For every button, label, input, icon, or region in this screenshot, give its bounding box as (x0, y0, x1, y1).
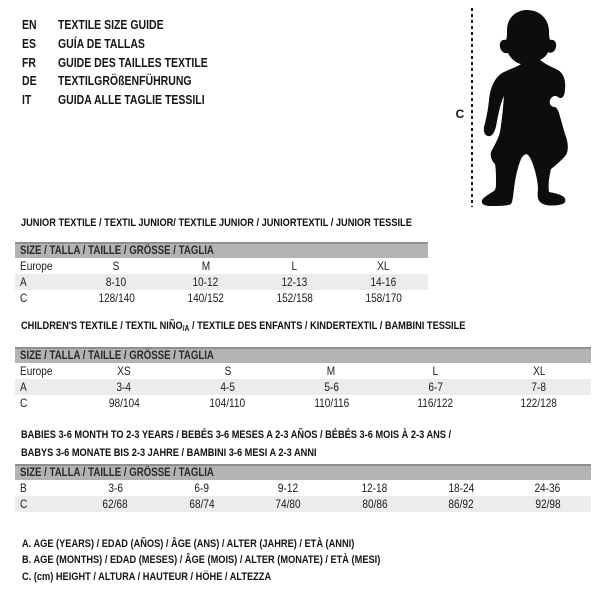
lang-code-text: FR (22, 55, 37, 70)
cell-value-text: 68/74 (189, 497, 215, 511)
title-subscript: /A (182, 324, 190, 333)
cell-value-text: XL (377, 259, 390, 273)
row-label-text: C (20, 396, 28, 410)
cell-value-text: 12-13 (281, 275, 308, 289)
size-header-text: SIZE / TALLA / TAILLE / GRÖSSE / TAGLIA (20, 350, 214, 362)
title-part: CHILDREN'S TEXTILE / TEXTIL NIÑO (21, 320, 183, 332)
size-header-band (15, 464, 591, 480)
cell-value-text: 18-24 (448, 481, 475, 495)
baby-silhouette-path (482, 10, 568, 206)
lang-row-en (22, 16, 236, 35)
cell-value (72, 291, 161, 305)
cell-value-text: 3-6 (107, 481, 123, 495)
lang-code-text: EN (22, 18, 37, 33)
lang-code (22, 56, 58, 70)
row-label (15, 497, 72, 511)
children-size-table (15, 347, 591, 411)
cell-value (339, 291, 428, 305)
lang-label (58, 18, 184, 32)
size-header-text: SIZE / TALLA / TAILLE / GRÖSSE / TAGLIA (20, 245, 214, 257)
row-label-text: Europe (20, 364, 53, 378)
cell-value (245, 497, 332, 511)
cell-value (332, 497, 419, 511)
cell-value (72, 481, 159, 495)
cell-value-text: 128/140 (98, 291, 135, 305)
cell-value-text: 74/80 (275, 497, 301, 511)
cell-value (72, 275, 161, 289)
lang-code (22, 74, 58, 88)
cell-value (487, 396, 591, 410)
cell-value (176, 396, 280, 410)
babies-table-rows (15, 480, 591, 512)
babies-title-line1 (21, 427, 533, 445)
row-label (15, 275, 72, 289)
lang-code (22, 37, 58, 51)
lang-code-text: ES (22, 37, 37, 52)
babies-table-title (21, 427, 533, 462)
cell-value-text: 12-18 (361, 481, 388, 495)
cell-value-text: 8-10 (106, 275, 127, 289)
cell-value-text: S (224, 364, 232, 378)
legend (22, 536, 449, 585)
lang-label-text: TEXTILGRÖßENFÜHRUNG (58, 74, 192, 89)
legend-text: C. (cm) HEIGHT / ALTURA / HAUTEUR / HÖHE / ALTEZZA (22, 570, 272, 583)
cell-value-text: 140/152 (187, 291, 224, 305)
row-label-text: C (20, 291, 28, 305)
cell-value-text: 110/116 (314, 396, 349, 410)
junior-table-rows (15, 258, 428, 306)
cell-value (487, 380, 591, 394)
table-row (15, 290, 428, 306)
cell-value (383, 396, 487, 410)
lang-label-text: TEXTILE SIZE GUIDE (58, 18, 164, 33)
cell-value-text: 3-4 (116, 380, 132, 394)
cell-value (418, 481, 505, 495)
cell-value (176, 380, 280, 394)
cell-value-text: 122/128 (520, 396, 558, 410)
cell-value-text: 6-9 (194, 481, 210, 495)
cell-value (339, 275, 428, 289)
lang-label-text: GUIDA ALLE TAGLIE TESSILI (58, 93, 205, 108)
cell-value (72, 396, 176, 410)
junior-size-table (15, 242, 428, 306)
row-label-text: Europe (20, 259, 53, 273)
cell-value (383, 380, 487, 394)
cell-value (339, 259, 428, 273)
babies-title-line2 (21, 445, 533, 463)
row-label (15, 259, 72, 273)
legend-line-a (22, 536, 449, 552)
cell-value-text: XS (117, 364, 131, 378)
cell-value (176, 364, 280, 378)
cell-value-text: 4-5 (220, 380, 235, 394)
lang-row-it (22, 91, 236, 110)
legend-line-b (22, 552, 449, 568)
cell-value-text: 5-6 (324, 380, 339, 394)
table-row (15, 395, 591, 411)
lang-label-text: GUIDE DES TAILLES TEXTILE (58, 55, 208, 70)
measure-label-c: C (455, 107, 465, 121)
cell-value-text: 86/92 (448, 497, 474, 511)
size-header-text: SIZE / TALLA / TAILLE / GRÖSSE / TAGLIA (20, 467, 214, 479)
lang-label-text: GUÍA DE TALLAS (58, 37, 145, 52)
cell-value (250, 291, 339, 305)
babies-size-table (15, 464, 591, 512)
cell-value (159, 481, 246, 495)
cell-value (280, 380, 384, 394)
cell-value (72, 259, 161, 273)
children-table-title (21, 320, 550, 335)
size-header-band (15, 347, 591, 363)
lang-row-de (22, 72, 236, 91)
cell-value-text: L (291, 259, 298, 273)
cell-value-text: M (201, 259, 210, 273)
cell-value (159, 497, 246, 511)
size-header-band (15, 242, 428, 258)
row-label (15, 380, 72, 394)
cell-value-text: 92/98 (535, 497, 561, 511)
title-part: / TEXTILE DES ENFANTS / KINDERTEXTIL / BAMBINI TESSILE (189, 320, 466, 332)
title-text: BABYS 3-6 MONATE BIS 2-3 JAHRE / BAMBINI 3-6 MESI A 2-3 ANNI (21, 446, 317, 459)
title-text: BABIES 3-6 MONTH TO 2-3 YEARS / BEBÉS 3-6 MESES A 2-3 AÑOS / BÉBÉS 3-6 MOIS À 2-3 ANS / (21, 429, 452, 441)
cell-value-text: 10-12 (192, 275, 219, 289)
cell-value-text: 158/170 (365, 291, 402, 305)
cell-value (72, 380, 176, 394)
cell-value (505, 481, 592, 495)
table-row (15, 258, 428, 274)
cell-value (487, 364, 591, 378)
table-row (15, 496, 591, 512)
lang-label (58, 74, 217, 88)
row-label (15, 396, 72, 410)
cell-value (161, 275, 250, 289)
cell-value (280, 364, 384, 378)
junior-table-title (21, 217, 486, 230)
cell-value (245, 481, 332, 495)
cell-value-text: 62/68 (102, 497, 128, 511)
lang-label (58, 93, 233, 107)
cell-value (161, 291, 250, 305)
language-header (22, 16, 236, 109)
row-label (15, 364, 72, 378)
row-label-text: A (20, 275, 27, 289)
baby-silhouette (478, 8, 578, 208)
cell-value (250, 275, 339, 289)
lang-code-text: IT (22, 93, 32, 108)
lang-label (58, 37, 161, 51)
cell-value-text: 14-16 (370, 275, 397, 289)
table-row (15, 480, 591, 496)
cell-value-text: 80/86 (362, 497, 388, 511)
lang-label (58, 56, 236, 70)
lang-code (22, 93, 58, 107)
cell-value-text: 6-7 (427, 380, 443, 394)
legend-text: A. AGE (YEARS) / EDAD (AÑOS) / ÂGE (ANS) / ALTER (JAHRE) / ETÀ (ANNI) (22, 538, 355, 550)
lang-code (22, 18, 58, 32)
row-label (15, 481, 72, 495)
cell-value-text: 9-12 (278, 481, 299, 495)
table-row (15, 363, 591, 379)
cell-value-text: 7-8 (531, 380, 547, 394)
cell-value-text: 24-36 (534, 481, 561, 495)
title-text (21, 320, 465, 335)
cell-value-text: 104/110 (209, 396, 246, 410)
cell-value (72, 364, 176, 378)
cell-value-text: M (327, 364, 336, 378)
table-row (15, 274, 428, 290)
cell-value-text: S (113, 259, 120, 273)
cell-value (250, 259, 339, 273)
legend-line-c (22, 569, 449, 585)
lang-row-es (22, 35, 236, 54)
row-label (15, 291, 72, 305)
title-text: JUNIOR TEXTILE / TEXTIL JUNIOR/ TEXTILE JUNIOR / JUNIORTEXTIL / JUNIOR TESSILE (21, 217, 412, 229)
children-table-rows (15, 363, 591, 411)
cell-value (161, 259, 250, 273)
cell-value (505, 497, 592, 511)
legend-text: B. AGE (MONTHS) / EDAD (MESES) / ÂGE (MOIS) / ALTER (MONATE) / ETÀ (MESI) (22, 554, 381, 567)
row-label-text: C (20, 497, 28, 511)
table-row (15, 379, 591, 395)
cell-value (418, 497, 505, 511)
lang-code-text: DE (22, 74, 37, 89)
row-label-text: B (20, 481, 27, 495)
cell-value (72, 497, 159, 511)
row-label-text: A (20, 380, 27, 394)
cell-value (332, 481, 419, 495)
cell-value-text: 98/104 (108, 396, 140, 410)
cell-value-text: 116/122 (417, 396, 454, 410)
height-measure-dashed-line (471, 8, 473, 207)
cell-value (383, 364, 487, 378)
cell-value-text: 152/158 (276, 291, 313, 305)
cell-value-text: L (432, 364, 439, 378)
cell-value-text: XL (532, 364, 546, 378)
cell-value (280, 396, 384, 410)
lang-row-fr (22, 53, 236, 72)
